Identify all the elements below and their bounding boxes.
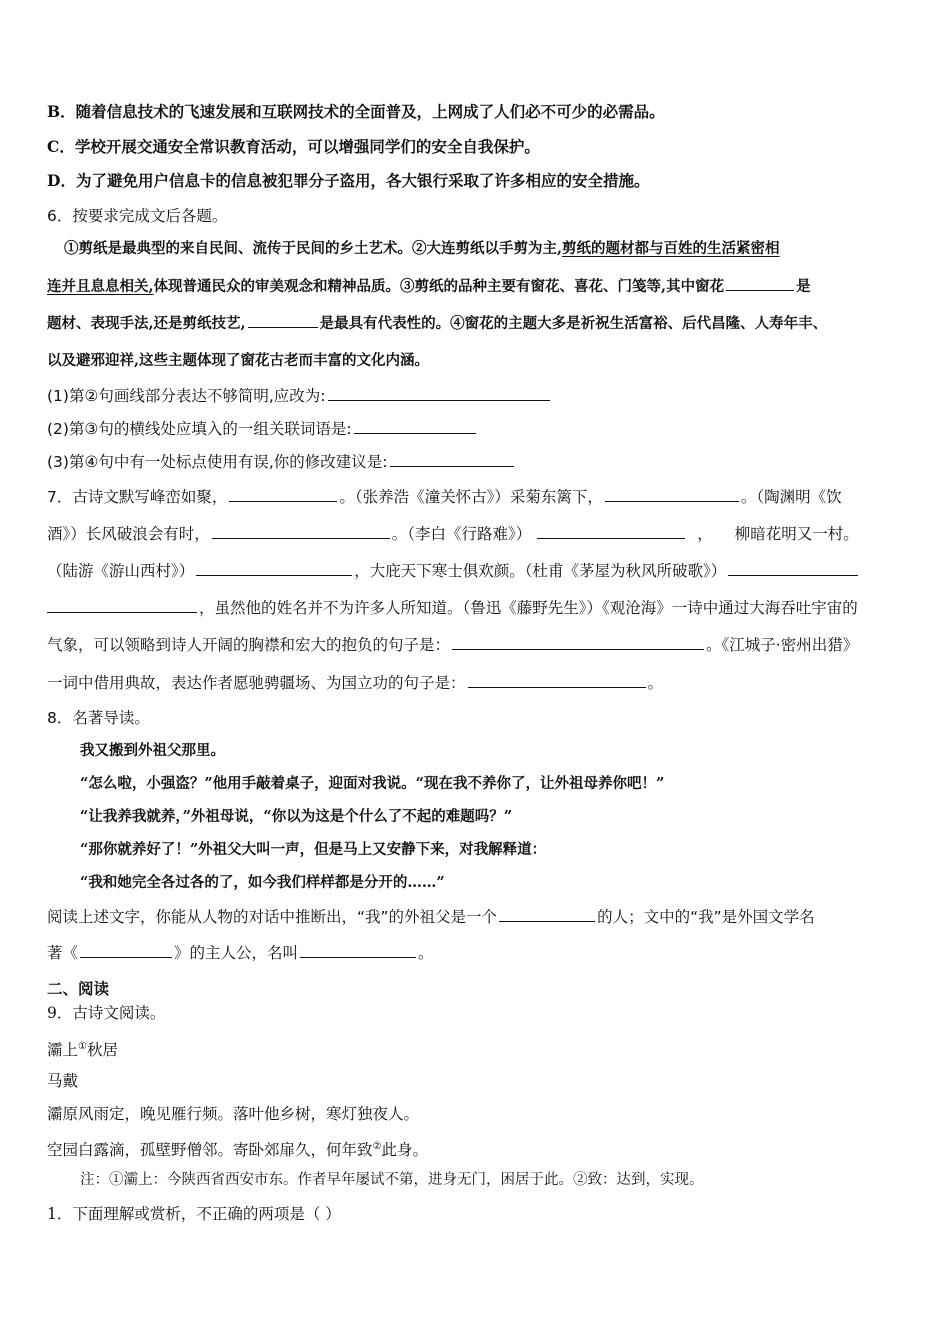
q7-text: 。（陶渊明《饮 xyxy=(740,488,842,506)
q7-line-2 xyxy=(47,523,859,545)
underlined-sentence: 连并且息息相关, xyxy=(47,278,154,295)
q8-text: 的人；文中的“我”是外国文学名 xyxy=(597,908,815,926)
q6-passage-line-2 xyxy=(47,276,811,298)
poem-title-text: 灞上 xyxy=(47,1041,79,1060)
q8-excerpt-line-5: “我和她完全各过各的了，如今我们样样都是分开的……” xyxy=(80,874,445,891)
answer-blank[interactable] xyxy=(229,487,337,502)
q6-passage-line-1 xyxy=(64,238,780,260)
q8-text: 》的主人公，名叫 xyxy=(174,944,299,962)
passage-text: 是最具有代表性的。④窗花的主题大多是祈祝生活富裕、后代昌隆、人寿年丰、 xyxy=(319,315,828,332)
q9-sub-question-1: 1．下面理解或赏析，不正确的两项是（ ） xyxy=(47,1205,341,1223)
poem-title-text: 秋居 xyxy=(86,1041,118,1060)
answer-blank[interactable] xyxy=(328,386,550,401)
q8-question-line-2 xyxy=(47,942,434,964)
q7-text: 柳暗花明又一村。 xyxy=(734,525,859,543)
answer-blank[interactable] xyxy=(354,419,476,434)
answer-blank[interactable] xyxy=(452,635,704,650)
poem-title xyxy=(47,1036,118,1061)
answer-blank[interactable] xyxy=(499,907,595,922)
q8-excerpt-line-3: “让我养我就养，”外祖母说，“你以为这是个什么了不起的难题吗？” xyxy=(80,808,513,825)
passage-text: 是 xyxy=(796,278,811,295)
fill-blank[interactable] xyxy=(726,276,794,291)
passage-text: 题材、表现手法,还是剪纸技艺, xyxy=(47,315,246,332)
answer-blank[interactable] xyxy=(80,943,172,958)
q7-text: （陆游《游山西村》） xyxy=(47,562,195,580)
poem-line-2 xyxy=(47,1136,428,1161)
poem-line-1: 灞原风雨定，晚见雁行频。落叶他乡树，寒灯独夜人。 xyxy=(47,1105,420,1123)
q7-text: 。（张养浩《潼关怀古》）采菊东篱下， xyxy=(339,488,603,506)
sub-question-text: (1)第②句画线部分表达不够简明,应改为: xyxy=(47,387,326,405)
answer-blank[interactable] xyxy=(390,452,514,467)
answer-blank[interactable] xyxy=(728,561,858,576)
section-heading: 二、阅读 xyxy=(47,980,110,998)
q7-text: 。 xyxy=(647,674,664,692)
q7-text: ， xyxy=(697,525,713,543)
option-d: D．为了避免用户信息卡的信息被犯罪分子盗用，各大银行采取了许多相应的安全措施。 xyxy=(47,171,650,190)
sub-question-text: (3)第④句中有一处标点使用有误,你的修改建议是: xyxy=(47,453,388,471)
q6-sub-2 xyxy=(47,418,478,440)
answer-blank[interactable] xyxy=(212,524,390,539)
q7-line-6 xyxy=(47,672,663,694)
footnote-marker: ① xyxy=(78,1041,87,1052)
q6-passage-line-4: 以及避邪迎祥,这些主题体现了窗花古老而丰富的文化内涵。 xyxy=(47,352,430,369)
q7-line-4 xyxy=(47,597,858,619)
q7-text: 酒》）长风破浪会有时， xyxy=(47,525,210,543)
answer-blank[interactable] xyxy=(468,673,646,688)
answer-blank[interactable] xyxy=(537,524,685,539)
q8-text: 阅读上述文字，你能从人物的对话中推断出，“我”的外祖父是一个 xyxy=(47,908,498,926)
q7-text: ，虽然他的姓名并不为许多人所知道。（鲁迅《藤野先生》）《观沧海》一诗中通过大海吞吐宇宙的 xyxy=(199,599,858,617)
underlined-sentence: 剪纸的题材都与百姓的生活紧密相 xyxy=(562,240,780,257)
option-c: C．学校开展交通安全常识教育活动，可以增强同学们的安全自我保护。 xyxy=(47,137,540,156)
q8-excerpt-line-1: 我又搬到外祖父那里。 xyxy=(80,742,225,759)
answer-blank[interactable] xyxy=(300,943,416,958)
q8-title: 8．名著导读。 xyxy=(47,709,150,727)
q6-passage-line-3 xyxy=(47,313,827,335)
q6-sub-1 xyxy=(47,385,552,407)
passage-text: 体现普通民众的审美观念和精神品质。③剪纸的品种主要有窗花、喜花、门笺等,其中窗花 xyxy=(153,278,725,295)
q6-title: 6．按要求完成文后各题。 xyxy=(47,207,228,225)
q9-title: 9．古诗文阅读。 xyxy=(47,1004,166,1022)
q7-text: 。（李白《行路难》） xyxy=(391,525,532,543)
passage-text: ①剪纸是最典型的来自民间、流传于民间的乡土艺术。②大连剪纸以手剪为主, xyxy=(64,240,563,257)
q7-line-3 xyxy=(47,560,860,582)
answer-blank[interactable] xyxy=(605,487,739,502)
answer-blank[interactable] xyxy=(196,561,352,576)
q8-text: 。 xyxy=(418,944,434,962)
option-b: B．随着信息技术的飞速发展和互联网技术的全面普及，上网成了人们必不可少的必需品。 xyxy=(47,102,665,121)
q7-line-1 xyxy=(47,486,842,508)
q8-text: 著《 xyxy=(47,944,79,962)
poem-text: 此身。 xyxy=(381,1141,428,1160)
q7-text: 。《江城子·密州出猎》 xyxy=(706,636,859,654)
poem-text: 空园白露滴，孤壁野僧邻。寄卧郊扉久，何年致 xyxy=(47,1141,373,1160)
q7-line-5 xyxy=(47,634,858,656)
fill-blank[interactable] xyxy=(248,313,318,328)
footnote-marker: ② xyxy=(372,1141,382,1152)
q8-excerpt-line-2: “怎么啦，小强盗？”他用手敲着桌子，迎面对我说。“现在我不养你了，让外祖母养你吧！” xyxy=(80,775,665,792)
q8-question-line-1 xyxy=(47,906,815,928)
q8-excerpt-line-4: “那你就养好了！”外祖父大叫一声，但是马上又安静下来，对我解释道： xyxy=(80,841,547,858)
q7-text: 一词中借用典故，表达作者愿驰骋疆场、为国立功的句子是： xyxy=(47,674,466,692)
q7-text: 7．古诗文默写峰峦如聚， xyxy=(47,488,228,506)
q7-text: ，大庇天下寒士俱欢颜。（杜甫《茅屋为秋风所破歌》） xyxy=(354,562,727,580)
answer-blank[interactable] xyxy=(47,598,197,613)
poem-note: 注：①灞上：今陕西省西安市东。作者早年屡试不第，进身无门，困居于此。②致：达到，实现。 xyxy=(80,1172,704,1188)
poem-author: 马戴 xyxy=(47,1072,79,1090)
sub-question-text: (2)第③句的横线处应填入的一组关联词语是: xyxy=(47,420,352,438)
q7-text: 气象，可以领略到诗人开阔的胸襟和宏大的抱负的句子是： xyxy=(47,636,451,654)
q6-sub-3 xyxy=(47,451,516,473)
